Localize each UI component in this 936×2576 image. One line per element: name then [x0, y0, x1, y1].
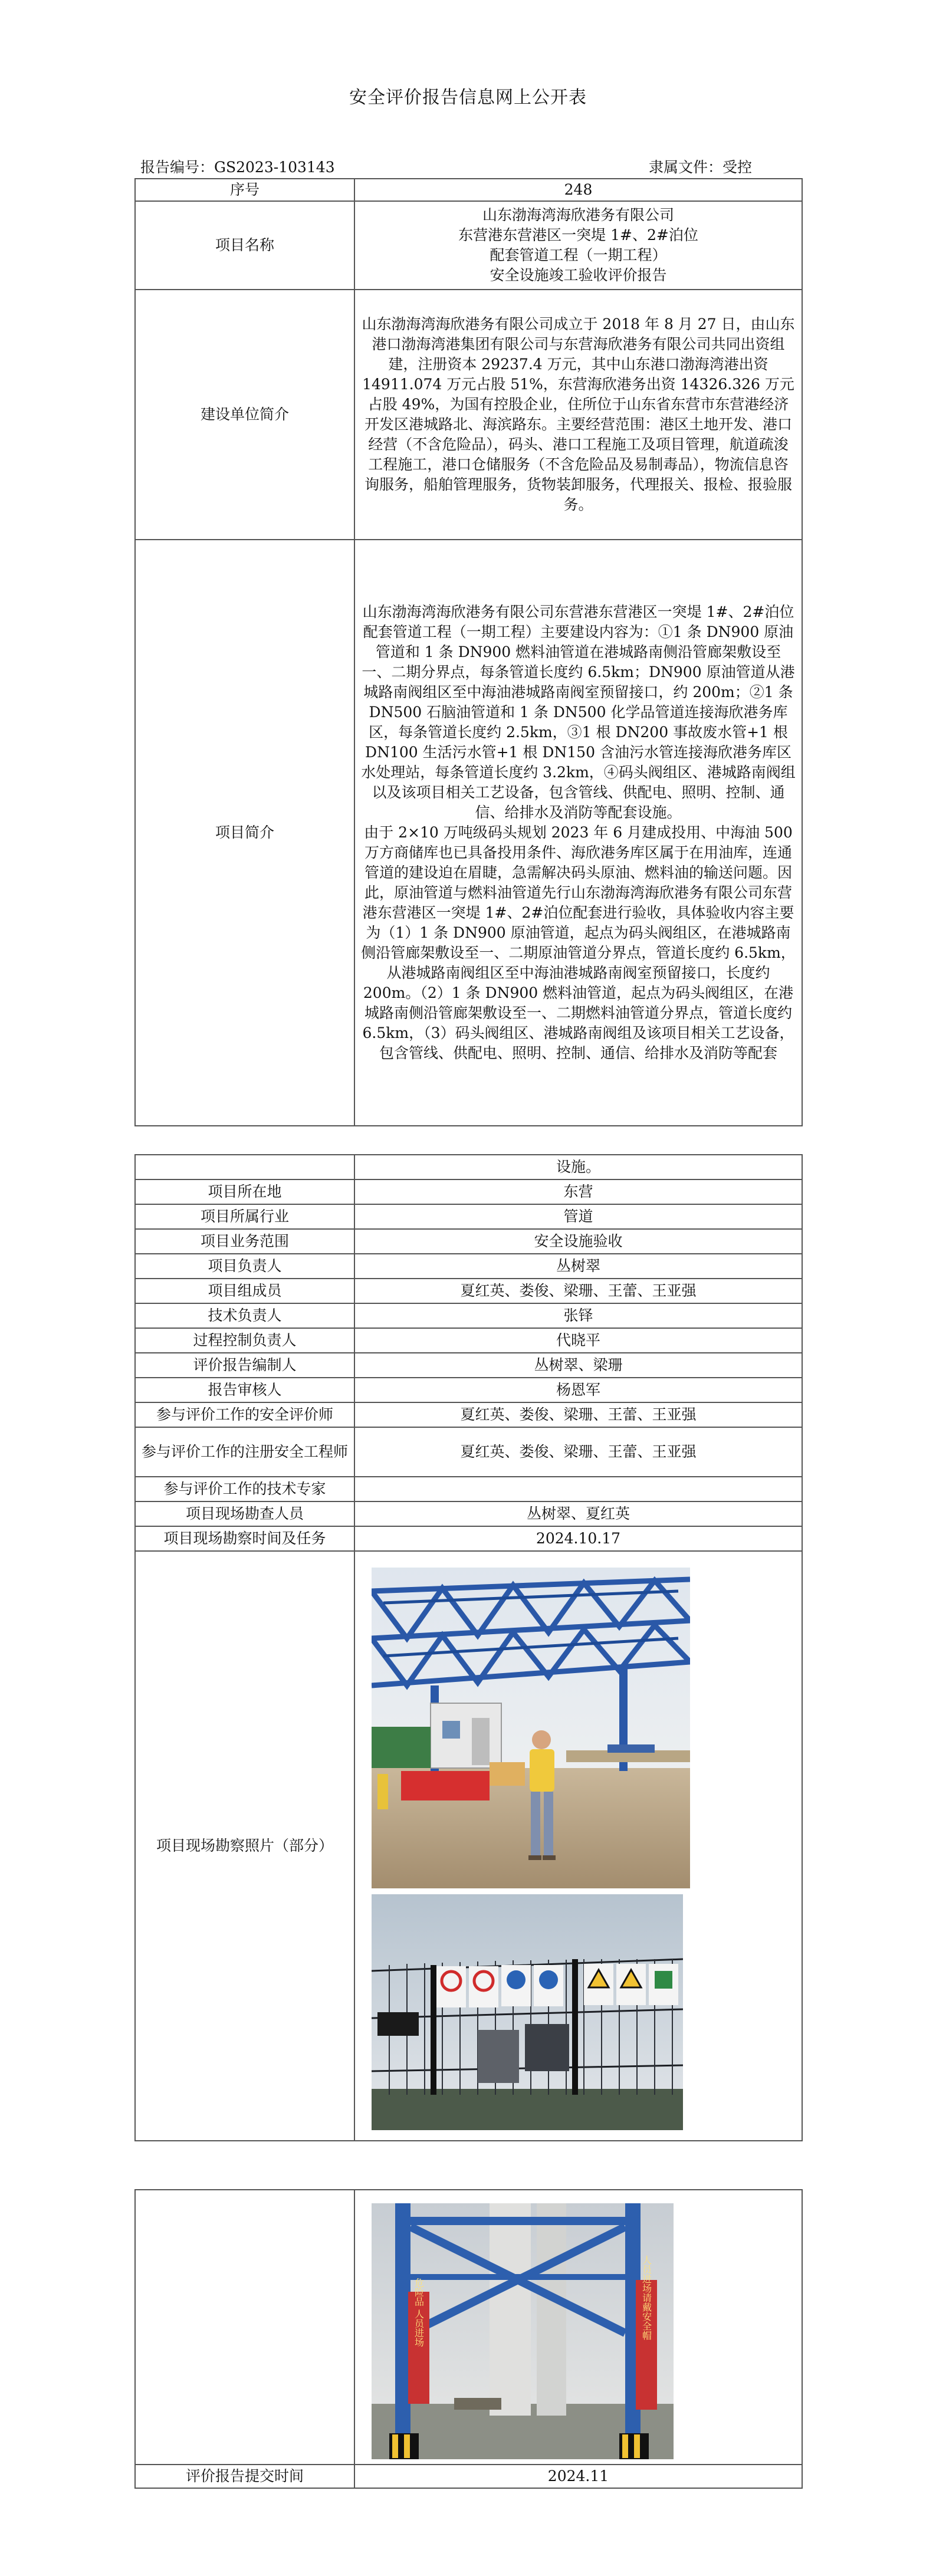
location-value: 东营: [354, 1179, 802, 1204]
table-row: [135, 1229, 802, 1254]
table-row: [135, 1378, 802, 1402]
table-row: [135, 1402, 802, 1427]
project-name-line: 山东渤海湾海欣港务有限公司: [482, 206, 674, 224]
info-table-page-2: [134, 1154, 803, 2141]
writer-label: 评价报告编制人: [135, 1353, 354, 1378]
reviewer-label: 报告审核人: [135, 1378, 354, 1402]
photos-cell: [354, 1551, 802, 2141]
investigators-value: 丛树翠、夏红英: [354, 1501, 802, 1526]
project-name-line: 东营港东营港区一突堤 1#、2#泊位: [458, 226, 698, 244]
industry-value: 管道: [354, 1204, 802, 1229]
page-title: 安全评价报告信息网上公开表: [349, 87, 587, 108]
table-row: [135, 1279, 802, 1303]
members-label: 项目组成员: [135, 1279, 354, 1303]
reg-engineers-value: 夏红英、娄俊、梁珊、王蕾、王亚强: [354, 1427, 802, 1477]
experts-label: 参与评价工作的技术专家: [135, 1477, 354, 1501]
table-row: [135, 540, 802, 1126]
scope-value: 安全设施验收: [354, 1229, 802, 1254]
site-photo-3: [372, 2203, 674, 2459]
table-row: [135, 1551, 802, 2141]
serial-label: 序号: [135, 179, 354, 201]
photos-continued-label: [135, 2190, 354, 2465]
info-table-page-3: [134, 2189, 803, 2489]
document-type: 隶属文件：受控: [649, 159, 753, 176]
table-row: [135, 1155, 802, 1179]
project-name-line: 安全设施竣工验收评价报告: [490, 267, 667, 284]
table-row: [135, 179, 802, 201]
continued-label: [135, 1155, 354, 1179]
table-row: [135, 1353, 802, 1378]
table-row: [135, 201, 802, 290]
writer-value: 丛树翠、梁珊: [354, 1353, 802, 1378]
tech-leader-label: 技术负责人: [135, 1303, 354, 1328]
banner-left-text: 危险品 人员进场: [413, 2278, 425, 2347]
investigators-label: 项目现场勘查人员: [135, 1501, 354, 1526]
project-name-value: [354, 201, 802, 290]
site-photo-1: [372, 1568, 690, 1888]
reviewer-value: 杨恩军: [354, 1378, 802, 1402]
table-row: [135, 1477, 802, 1501]
photos-continued-cell: [354, 2190, 802, 2465]
tech-leader-value: 张铎: [354, 1303, 802, 1328]
reg-engineers-label: 参与评价工作的注册安全工程师: [135, 1427, 354, 1477]
submit-time-value: 2024.11: [354, 2465, 802, 2488]
process-ctrl-value: 代晓平: [354, 1328, 802, 1353]
survey-time-value: 2024.10.17: [354, 1526, 802, 1551]
survey-time-label: 项目现场勘察时间及任务: [135, 1526, 354, 1551]
leader-label: 项目负责人: [135, 1254, 354, 1279]
table-row: [135, 1501, 802, 1526]
evaluators-label: 参与评价工作的安全评价师: [135, 1402, 354, 1427]
project-name-label: 项目名称: [135, 201, 354, 290]
unit-intro-label: 建设单位简介: [135, 290, 354, 540]
location-label: 项目所在地: [135, 1179, 354, 1204]
info-table-page-1: [134, 178, 803, 1126]
scope-label: 项目业务范围: [135, 1229, 354, 1254]
table-row: [135, 1328, 802, 1353]
banner-right-text: 人员进场请戴安全帽: [641, 2255, 652, 2340]
table-row: [135, 2465, 802, 2488]
unit-intro-text: 山东渤海湾海欣港务有限公司成立于 2018 年 8 月 27 日，由山东港口渤海湾港集团有限公司与东营海欣港务有限公司共同出资组建，注册资本 29237.4 万元，其中山东港口渤海湾港出资 14911.074 万元占股 51%，东营海欣港务出资 14326.326 万元占股 49%，为国有控股企业，住所位于山东省东营市东营港经济开发区港城路北、海滨路东。主要经营范围：港区土地开发、港口经营（不含危险品），码头、港口工程施工及项目管理，航道疏浚工程施工，港口仓储服务（不含危险品及易制毒品），物流信息咨询服务，船舶管理服务，货物装卸服务，代理报关、报检、报验服务。: [354, 290, 802, 540]
table-row: [135, 1303, 802, 1328]
submit-time-label: 评价报告提交时间: [135, 2465, 354, 2488]
project-intro-paragraph-2: 由于 2×10 万吨级码头规划 2023 年 6 月建成投用、中海油 500 万方商储库也已具备投用条件、海欣港务库区属于在用油库，连通管道的建设迫在眉睫，急需解决码头原油、燃料油的输送问题。因此，原油管道与燃料油管道先行山东渤海湾海欣港务有限公司东营港东营港区一突堤 1#、2#泊位配套进行验收，具体验收内容主要为（1）1 条 DN900 原油管道，起点为码头阀组区，在港城路南侧沿管廊架敷设至一、二期原油管道分界点，管道长度约 6.5km，从港城路南阀组区至中海油港城路南阀室预留接口，长度约 200m。（2）1 条 DN900 燃料油管道，起点为码头阀组区，在港城路南侧沿管廊架敷设至一、二期燃料油管道分界点，管道长度约 6.5km，（3）码头阀组区、港城路南阀组及该项目相关工艺设备，包含管线、供配电、照明、控制、通信、给排水及消防等配套: [361, 824, 796, 1062]
experts-value: [354, 1477, 802, 1501]
table-row: [135, 1254, 802, 1279]
table-row: [135, 1179, 802, 1204]
table-row: [135, 1204, 802, 1229]
project-intro-continued: 设施。: [354, 1155, 802, 1179]
table-row: [135, 1427, 802, 1477]
table-row: [135, 2190, 802, 2465]
table-row: [135, 1526, 802, 1551]
leader-value: 丛树翠: [354, 1254, 802, 1279]
process-ctrl-label: 过程控制负责人: [135, 1328, 354, 1353]
project-intro-label: 项目简介: [135, 540, 354, 1126]
evaluators-value: 夏红英、娄俊、梁珊、王蕾、王亚强: [354, 1402, 802, 1427]
table-row: [135, 290, 802, 540]
site-photo-2: [372, 1894, 683, 2130]
serial-value: 248: [354, 179, 802, 201]
report-number: 报告编号：GS2023-103143: [140, 159, 335, 176]
project-intro-text: [354, 540, 802, 1126]
project-intro-paragraph-1: 山东渤海湾海欣港务有限公司东营港东营港区一突堤 1#、2#泊位配套管道工程（一期工程）主要建设内容为：①1 条 DN900 原油管道和 1 条 DN900 燃料油管道在港城路南侧沿管廊架敷设至一、二期分界点，每条管道长度约 6.5km；DN900 原油管道从港城路南阀组区至中海油港城路南阀室预留接口，约 200m；②1 条 DN500 石脑油管道和 1 条 DN500 化学品管道连接海欣港务库区，每条管道长度约 2.5km，③1 根 DN200 事故废水管+1 根 DN100 生活污水管+1 根 DN150 含油污水管连接海欣港务库区水处理站，每条管道长度约 3.2km，④码头阀组区、港城路南阀组以及该项目相关工艺设备，包含管线、供配电、照明、控制、通信、给排水及消防等配套设施。: [361, 603, 796, 821]
photos-label: 项目现场勘察照片（部分）: [135, 1551, 354, 2141]
members-value: 夏红英、娄俊、梁珊、王蕾、王亚强: [354, 1279, 802, 1303]
industry-label: 项目所属行业: [135, 1204, 354, 1229]
project-name-line: 配套管道工程（一期工程）: [490, 247, 667, 264]
